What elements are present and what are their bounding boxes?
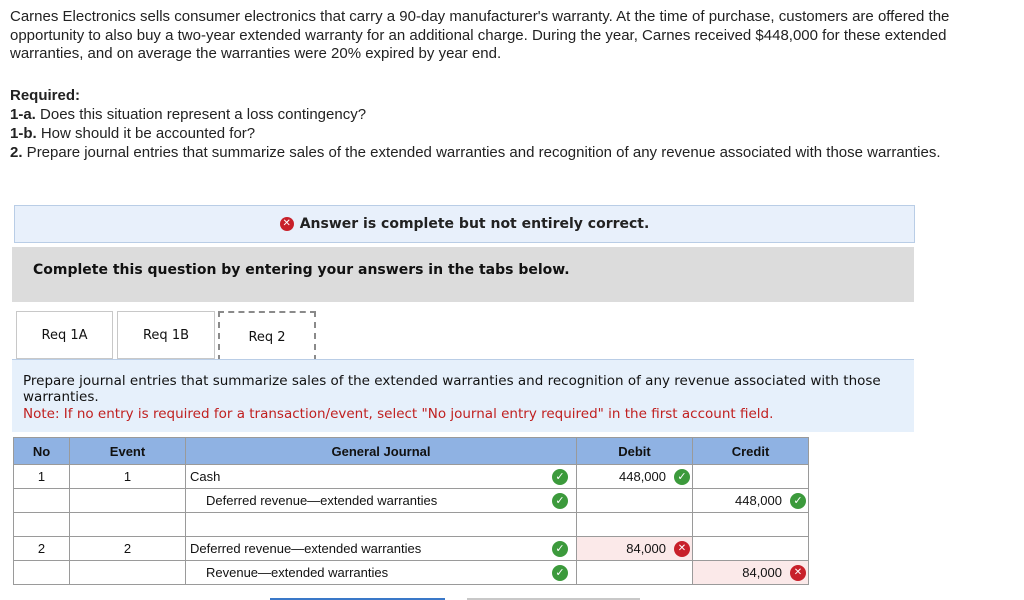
correct-check-icon: ✓ (552, 541, 568, 557)
tab-req-1a[interactable] (16, 311, 113, 359)
required-item-2 (10, 143, 1010, 162)
debit-value: 84,000 (626, 541, 666, 556)
tab-label: Req 1A (41, 327, 88, 343)
tab-panel (12, 359, 914, 432)
account-field[interactable] (186, 561, 577, 585)
panel-note: Note: If no entry is required for a transaction/event, select "No journal entry required" in the first account field. (23, 406, 774, 422)
debit-field[interactable] (577, 561, 693, 585)
panel-prompt: Prepare journal entries that summarize sales of the extended warranties and recognition of any revenue associated with those warranties. (23, 373, 881, 405)
answer-status-banner (14, 205, 915, 243)
tab-req-2[interactable] (218, 311, 316, 361)
tab-label: Req 1B (142, 327, 190, 343)
account-value: Deferred revenue—extended warranties (206, 493, 438, 508)
table-row (14, 513, 809, 537)
table-row (14, 561, 809, 585)
required-text: Prepare journal entries that summarize sales of the extended warranties and recognition of any revenue associated with those warranties. (22, 144, 941, 161)
account-value: Deferred revenue—extended warranties (190, 541, 422, 556)
instructions-text: Complete this question by entering your answers in the tabs below. (33, 262, 570, 278)
incorrect-icon: ✕ (790, 565, 806, 581)
debit-field[interactable] (577, 513, 693, 537)
credit-field[interactable] (693, 465, 809, 489)
credit-field[interactable] (693, 561, 809, 585)
row-event (70, 561, 186, 585)
table-row (14, 489, 809, 513)
incorrect-icon: ✕ (280, 217, 294, 231)
required-heading: Required: (10, 87, 81, 104)
account-value: Cash (190, 469, 221, 484)
table-row (14, 465, 809, 489)
header-debit: Debit (577, 438, 693, 465)
credit-field[interactable] (693, 537, 809, 561)
correct-check-icon: ✓ (552, 469, 568, 485)
instructions-box (12, 247, 914, 302)
correct-check-icon: ✓ (552, 565, 568, 581)
correct-check-icon: ✓ (674, 469, 690, 485)
required-section (10, 86, 1010, 162)
credit-value: 448,000 (735, 493, 782, 508)
account-field[interactable] (186, 465, 577, 489)
header-no: No (14, 438, 70, 465)
required-text: How should it be accounted for? (36, 125, 256, 142)
row-event (70, 513, 186, 537)
tab-label: Req 2 (248, 329, 286, 345)
required-text: Does this situation represent a loss contingency? (35, 106, 367, 123)
account-value: Revenue—extended warranties (206, 565, 389, 580)
header-general-journal: General Journal (186, 438, 577, 465)
required-tag: 2. (10, 144, 23, 161)
required-item-1a (10, 105, 1010, 124)
banner-text: Answer is complete but not entirely correct. (299, 216, 650, 232)
table-row (14, 537, 809, 561)
row-no: 2 (14, 537, 70, 561)
credit-field[interactable] (693, 513, 809, 537)
credit-value: 84,000 (742, 565, 782, 580)
account-field[interactable] (186, 537, 577, 561)
row-event: 2 (70, 537, 186, 561)
required-item-1b (10, 124, 1010, 143)
debit-value: 448,000 (619, 469, 666, 484)
correct-check-icon: ✓ (790, 493, 806, 509)
tab-req-1b[interactable] (117, 311, 215, 359)
account-field[interactable] (186, 513, 577, 537)
account-field[interactable] (186, 489, 577, 513)
row-event (70, 489, 186, 513)
row-no (14, 513, 70, 537)
row-no: 1 (14, 465, 70, 489)
row-no (14, 489, 70, 513)
correct-check-icon: ✓ (552, 493, 568, 509)
general-journal-table (13, 437, 809, 585)
debit-field[interactable] (577, 537, 693, 561)
header-credit: Credit (693, 438, 809, 465)
header-event: Event (70, 438, 186, 465)
credit-field[interactable] (693, 489, 809, 513)
row-no (14, 561, 70, 585)
row-event: 1 (70, 465, 186, 489)
required-tag: 1-b. (10, 125, 37, 142)
required-tag: 1-a. (10, 106, 36, 123)
table-header-row (14, 438, 809, 465)
debit-field[interactable] (577, 489, 693, 513)
question-text: Carnes Electronics sells consumer electronics that carry a 90-day manufacturer's warranty. At the time of purchase, customers are offered the opportunity to also buy a two-year extended warranty for an additional charge. During the year, Carnes received $448,000 for these extended warranties, and on average the warranties were 20% expired by year end. (10, 8, 950, 62)
debit-field[interactable] (577, 465, 693, 489)
incorrect-icon: ✕ (674, 541, 690, 557)
